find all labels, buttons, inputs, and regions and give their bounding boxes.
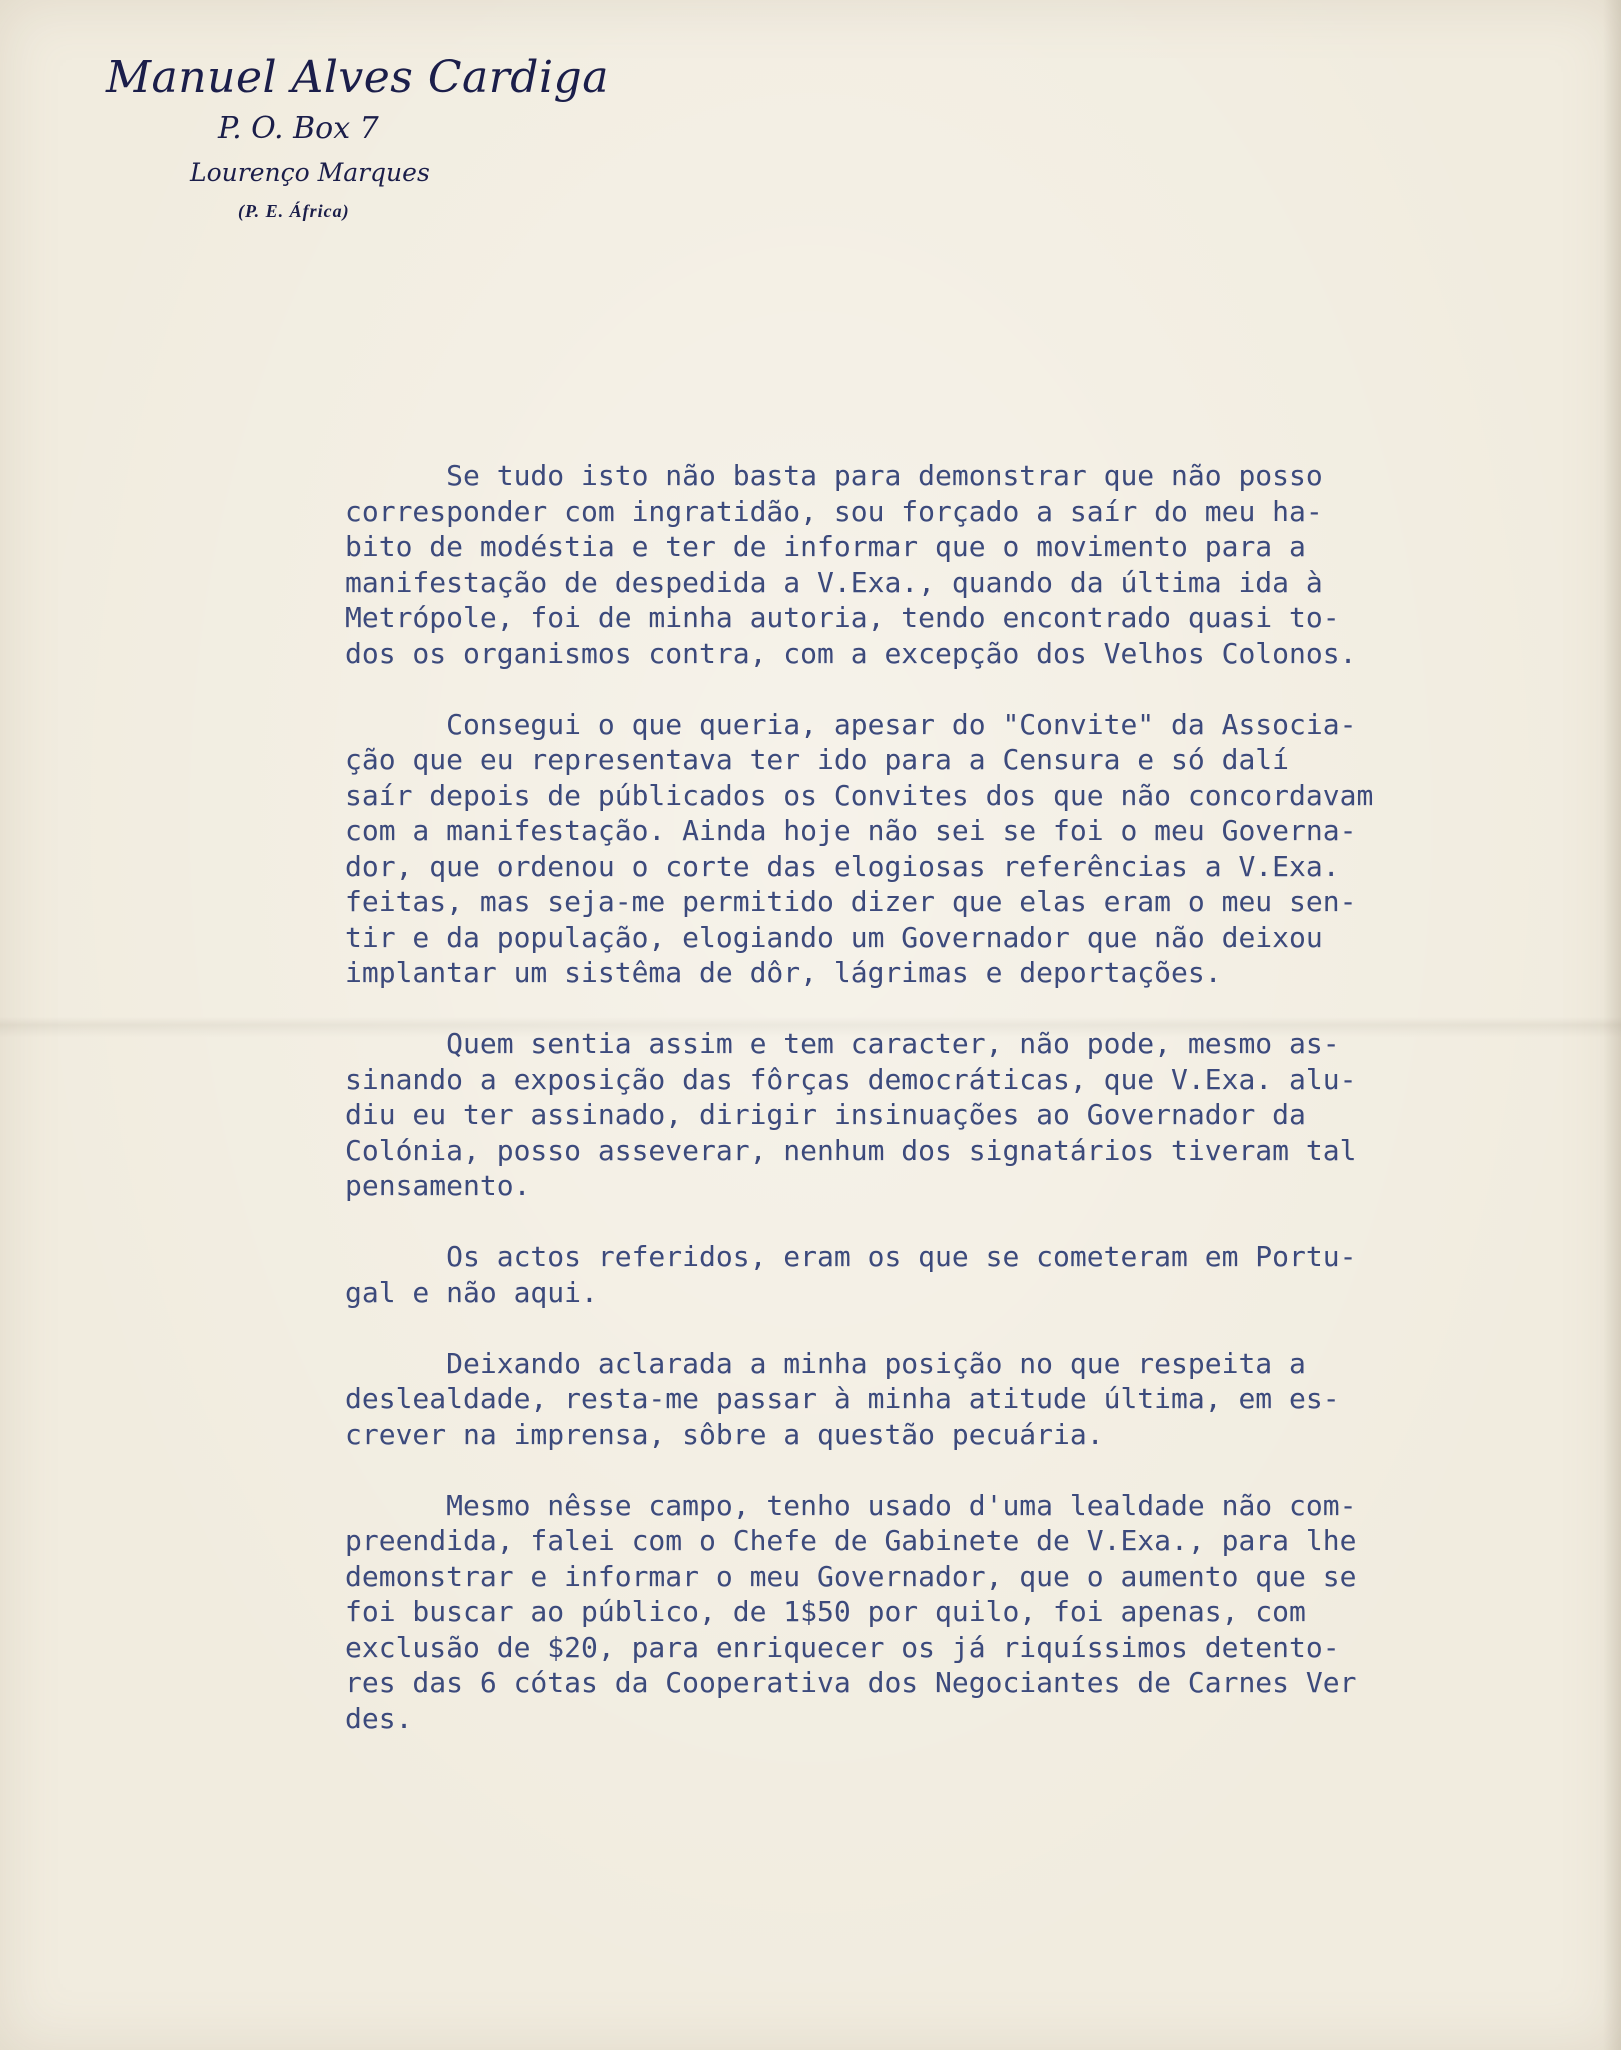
paragraph-1 bbox=[345, 458, 1565, 671]
text-line: manifestação de despedida a V.Exa., quando da última ida à bbox=[345, 565, 1323, 599]
text-line: gal e não aqui. bbox=[345, 1275, 598, 1309]
letterhead-name: Manuel Alves Cardiga bbox=[106, 52, 609, 103]
text-line: diu eu ter assinado, dirigir insinuações ao Governador da bbox=[345, 1098, 1306, 1131]
paper-edge-shadow bbox=[1603, 0, 1621, 2050]
text-line: dos os organismos contra, com a excepção dos Velhos Colonos. bbox=[345, 636, 1357, 670]
text-line: Mesmo nêsse campo, tenho usado d'uma lealdade não com- bbox=[345, 1488, 1357, 1522]
text-line: corresponder com ingratidão, sou forçado a saír do meu ha- bbox=[345, 494, 1323, 528]
text-line: dor, que ordenou o corte das elogiosas referências a V.Exa. bbox=[345, 849, 1340, 883]
letterhead-city: Lourenço Marques bbox=[190, 158, 430, 187]
paragraph-2 bbox=[345, 707, 1565, 991]
text-line: Os actos referidos, eram os que se cometeram em Portu- bbox=[345, 1240, 1357, 1273]
text-line: Consegui o que queria, apesar do "Convite" da Associa- bbox=[345, 707, 1357, 741]
text-line: Deixando aclarada a minha posição no que respeita a bbox=[345, 1346, 1306, 1380]
text-line: saír depois de públicados os Convites dos que não concordavam bbox=[345, 778, 1374, 812]
text-line: Se tudo isto não basta para demonstrar que não posso bbox=[345, 459, 1323, 492]
text-line: Quem sentia assim e tem caracter, não pode, mesmo as- bbox=[345, 1027, 1340, 1060]
text-line: sinando a exposição das fôrças democráticas, que V.Exa. alu- bbox=[345, 1062, 1357, 1096]
paragraph-3 bbox=[345, 1026, 1565, 1204]
text-line: foi buscar ao público, de 1$50 por quilo, foi apenas, com bbox=[345, 1595, 1306, 1628]
text-line: deslealdade, resta-me passar à minha atitude última, em es- bbox=[345, 1382, 1340, 1415]
text-line: preendida, falei com o Chefe de Gabinete de V.Exa., para lhe bbox=[345, 1524, 1357, 1557]
text-line: exclusão de $20, para enriquecer os já riquíssimos detento- bbox=[345, 1630, 1340, 1664]
text-line: com a manifestação. Ainda hoje não sei se foi o meu Governa- bbox=[345, 814, 1357, 847]
text-line: Metrópole, foi de minha autoria, tendo encontrado quasi to- bbox=[345, 601, 1340, 634]
text-line: des. bbox=[345, 1701, 413, 1735]
text-line: ção que eu representava ter ido para a Censura e só dalí bbox=[345, 743, 1290, 776]
text-line: pensamento. bbox=[345, 1169, 531, 1202]
text-line: res das 6 cótas da Cooperativa dos Negociantes de Carnes Ver bbox=[345, 1666, 1357, 1699]
letterhead-po-box: P. O. Box 7 bbox=[218, 111, 379, 146]
text-line: Colónia, posso asseverar, nenhum dos signatários tiveram tal bbox=[345, 1133, 1357, 1167]
letterhead-region: (P. E. África) bbox=[238, 201, 350, 221]
text-line: tir e da população, elogiando um Governador que não deixou bbox=[345, 920, 1323, 954]
paragraph-4 bbox=[345, 1239, 1565, 1310]
paragraph-5 bbox=[345, 1346, 1565, 1453]
letter-body bbox=[345, 458, 1565, 1772]
paragraph-6 bbox=[345, 1488, 1565, 1737]
text-line: crever na imprensa, sôbre a questão pecuária. bbox=[345, 1417, 1104, 1451]
text-line: feitas, mas seja-me permitido dizer que elas eram o meu sen- bbox=[345, 885, 1357, 918]
letterhead bbox=[100, 52, 609, 222]
text-line: demonstrar e informar o meu Governador, que o aumento que se bbox=[345, 1559, 1357, 1593]
text-line: bito de modéstia e ter de informar que o movimento para a bbox=[345, 530, 1306, 563]
text-line: implantar um sistêma de dôr, lágrimas e deportações. bbox=[345, 956, 1222, 989]
